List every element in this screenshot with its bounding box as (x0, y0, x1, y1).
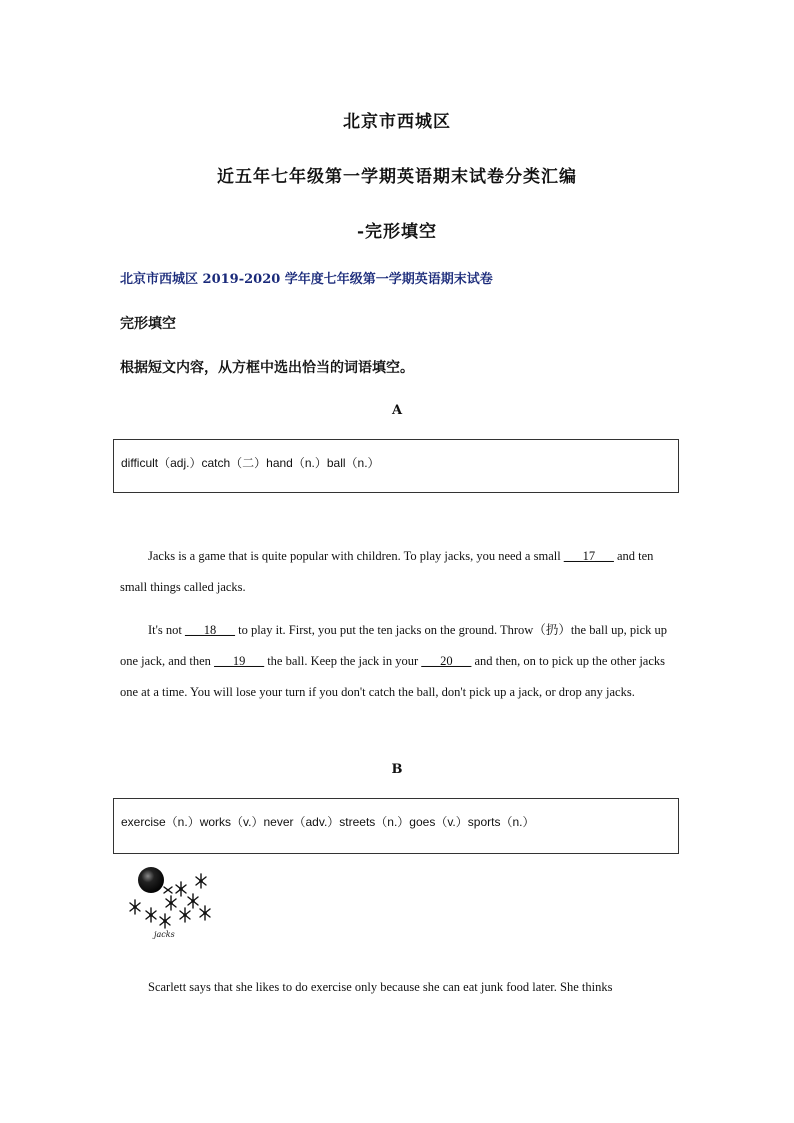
word-box-a (113, 439, 679, 493)
blank-18: ___18___ (184, 623, 235, 637)
image-caption: jacks (154, 930, 175, 939)
part-a-label: A (391, 403, 403, 418)
blank-20: ___20___ (421, 654, 472, 668)
jacks-ball-icon (120, 863, 214, 931)
jacks-illustration (120, 863, 214, 943)
blank-17: ___17___ (563, 549, 614, 563)
word-box-b (113, 798, 679, 854)
category-label: 完形填空 (120, 316, 176, 332)
passage-text: Jacks is a game that is quite popular with children. To play jacks, you need a small (148, 549, 564, 563)
word-box-a-text: difficult（adj.）catch（二）hand（n.）ball（n.） (121, 456, 380, 470)
passage-a-paragraph-2 (120, 615, 672, 708)
doc-title-main: 近五年七年级第一学期英语期末试卷分类汇编 (217, 167, 577, 187)
exam-section-heading: 北京市西城区 2019-2020 学年度七年级第一学期英语期末试卷 (120, 272, 493, 287)
passage-text: and then, on to pick up the other jacks one at a time. You will lose your turn if you don't catch the ball, don't pick up a jack, or drop any jacks. (120, 654, 666, 699)
passage-b-paragraph-1: Scarlett says that she likes to do exercise only because she can eat junk food later. She thinks (148, 980, 613, 994)
passage-text: and ten small things called jacks. (120, 549, 654, 594)
passage-a-paragraph-1 (120, 541, 672, 603)
blank-19: ___19___ (214, 654, 265, 668)
doc-title-sub: -完形填空 (356, 222, 438, 242)
word-box-b-text: exercise（n.）works（v.）never（adv.）streets（n.）goes（v.）sports（n.） (121, 815, 535, 829)
doc-title-city: 北京市西城区 (343, 112, 451, 132)
passage-text: the ball. Keep the jack in your (264, 654, 422, 668)
instruction-text: 根据短文内容，从方框中选出恰当的词语填空。 (120, 360, 414, 376)
passage-text: to play it. First, you put the ten jacks on the ground. Throw（扔）the ball up, pick up one jack, and then (120, 623, 667, 668)
passage-text: It's not (148, 623, 185, 637)
part-b-label: B (391, 762, 403, 777)
